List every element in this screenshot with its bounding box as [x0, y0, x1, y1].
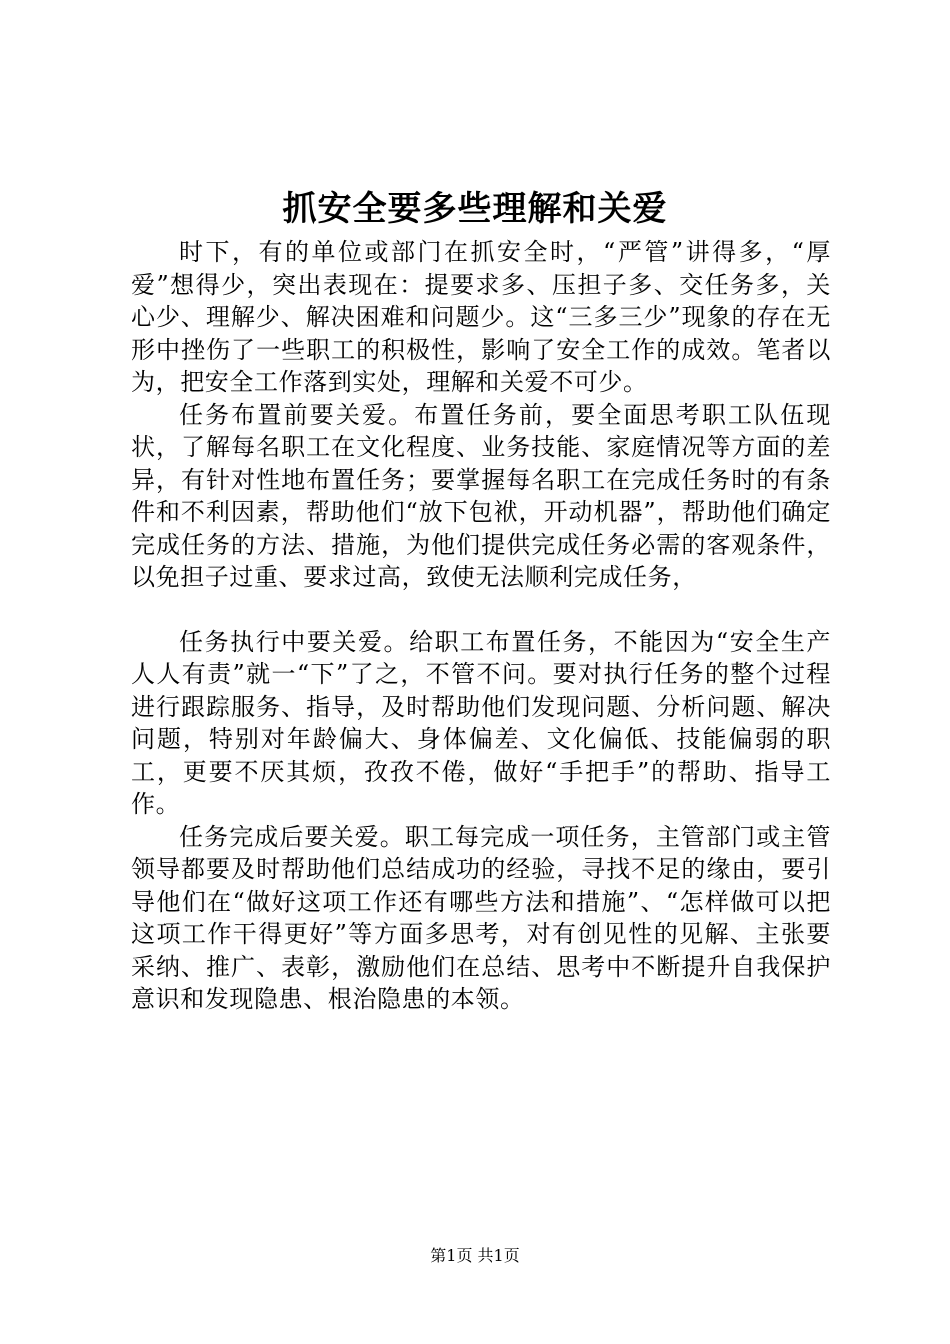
paragraph-during-task: 任务执行中要关爱。给职工布置任务，不能因为“安全生产人人有责”就一“下”了之，不管不问。要对执行任务的整个过程进行跟踪服务、指导，及时帮助他们发现问题、分析问题、解决问题，特别对年龄偏大、身体偏差、文化偏低、技能偏弱的职工，更要不厌其烦，孜孜不倦，做好“手把手”的帮助、指导工作。 — [131, 627, 831, 818]
paragraph-intro: 时下，有的单位或部门在抓安全时，“严管”讲得多，“厚爱”想得少，突出表现在：提要求多、压担子多、交任务多，关心少、理解少、解决困难和问题少。这“三多三少”现象的存在无形中挫伤了一些职工的积极性，影响了安全工作的成效。笔者以为，把安全工作落到实处，理解和关爱不可少。 — [131, 238, 831, 396]
document-body — [131, 236, 831, 1016]
paragraph-after-task: 任务完成后要关爱。职工每完成一项任务，主管部门或主管领导都要及时帮助他们总结成功的经验，寻找不足的缘由，要引导他们在“做好这项工作还有哪些方法和措施”、“怎样做可以把这项工作干得更好”等方面多思考，对有创见性的见解、主张要采纳、推广、表彰，激励他们在总结、思考中不断提升自我保护意识和发现隐患、根治隐患的本领。 — [131, 822, 831, 1013]
document-title: 抓安全要多些理解和关爱 — [282, 189, 668, 229]
page-number-footer: 第1页 共1页 — [430, 1246, 520, 1265]
paragraph-before-task: 任务布置前要关爱。布置任务前，要全面思考职工队伍现状，了解每名职工在文化程度、业务技能、家庭情况等方面的差异，有针对性地布置任务；要掌握每名职工在完成任务时的有条件和不利因素，帮助他们“放下包袱，开动机器”，帮助他们确定完成任务的方法、措施，为他们提供完成任务必需的客观条件，以免担子过重、要求过高，致使无法顺利完成任务， — [131, 400, 831, 591]
